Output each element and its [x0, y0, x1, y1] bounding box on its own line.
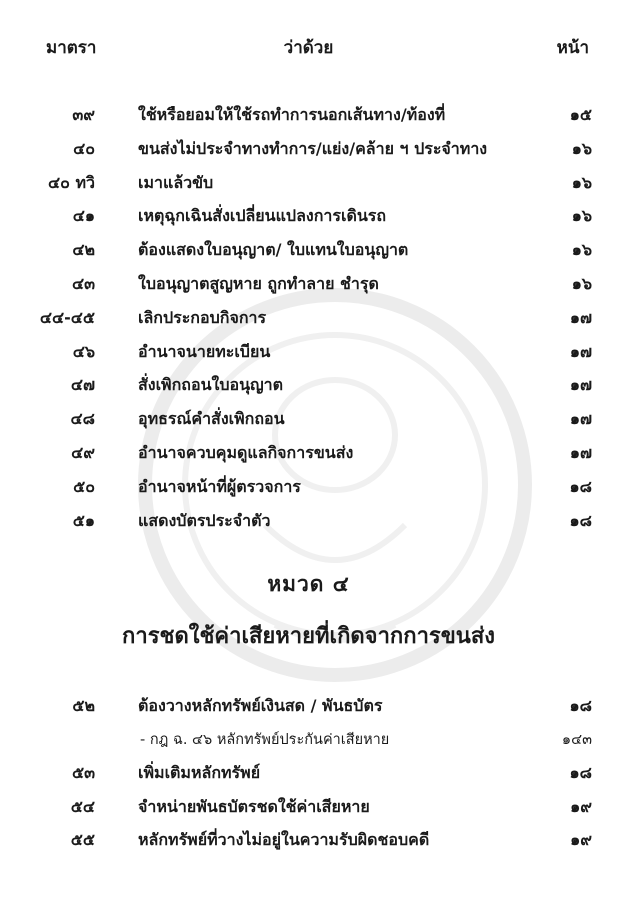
header-subject: ว่าด้วย: [283, 38, 334, 58]
toc-row: [0, 404, 617, 434]
section-title: แสดงบัตรประจำตัว: [138, 510, 271, 530]
section-number: ๔๐: [73, 138, 95, 158]
section-title: ต้องวางหลักทรัพย์เงินสด / พันธบัตร: [138, 696, 383, 715]
section-title: เพิ่มเติมหลักทรัพย์: [138, 763, 261, 782]
section-title: - กฎ ฉ. ๔๖ หลักทรัพย์ประกันค่าเสียหาย: [140, 731, 390, 748]
section-number: ๕๔: [70, 796, 95, 816]
toc-row: [0, 337, 617, 367]
section-number: ๔๔-๔๕: [39, 307, 95, 327]
section-number: ๕๒: [72, 696, 95, 715]
header-section: มาตรา: [46, 38, 97, 58]
page-number: ๑๙: [570, 830, 592, 849]
page-number: ๑๙: [570, 796, 592, 816]
section-number: ๕๕: [70, 830, 95, 849]
page-number: ๑๗: [569, 307, 592, 327]
section-number: ๓๙: [72, 105, 95, 124]
toc-row: [0, 691, 617, 721]
section-title: เลิกประกอบกิจการ: [138, 307, 267, 327]
section-title: หลักทรัพย์ที่วางไม่อยู่ในความรับผิดชอบคดี: [138, 830, 430, 849]
section-title: อำนาจนายทะเบียน: [138, 341, 271, 361]
section-title: ขนส่งไม่ประจำทางทำการ/แย่ง/คล้าย ฯ ประจำทาง: [138, 138, 488, 158]
page-number: ๑๗: [569, 341, 592, 361]
toc-row: [0, 269, 617, 299]
section-number: ๕๑: [72, 510, 95, 530]
page-number: ๑๕: [569, 105, 592, 124]
page-number: ๑๗: [569, 443, 592, 462]
section-title: เมาแล้วขับ: [138, 172, 214, 192]
section-number: ๔๒: [72, 240, 95, 260]
toc-row: [0, 201, 617, 231]
section-number: ๕๓: [71, 763, 95, 782]
toc-row: [0, 506, 617, 536]
toc-row: [0, 792, 617, 822]
page-number: ๑๗: [569, 375, 592, 395]
section-title: เหตุฉุกเฉินสั่งเปลี่ยนแปลงการเดินรถ: [138, 206, 387, 226]
chapter-subtitle: การชดใช้ค่าเสียหายที่เกิดจากการขนส่ง: [122, 624, 495, 649]
chapter-title: หมวด ๔: [267, 572, 350, 596]
section-title: ต้องแสดงใบอนุญาต/ ใบแทนใบอนุญาต: [138, 240, 409, 260]
toc-row: [0, 758, 617, 788]
toc-row: [0, 303, 617, 333]
toc-row: [0, 725, 617, 755]
toc-row: [0, 100, 617, 130]
page-number: ๑๘: [569, 510, 592, 530]
page-number: ๑๖: [571, 240, 592, 260]
header-page: หน้า: [556, 38, 589, 58]
page-number: ๑๘: [569, 696, 592, 715]
section-number: ๔๗: [70, 375, 95, 395]
toc-row: [0, 235, 617, 265]
section-number: ๔๓: [71, 274, 95, 293]
section-number: ๔๐ ทวิ: [48, 172, 95, 192]
section-title: จำหน่ายพันธบัตรชดใช้ค่าเสียหาย: [138, 796, 370, 816]
section-number: ๔๙: [71, 443, 95, 462]
section-title: อุทธรณ์คำสั่งเพิกถอน: [138, 409, 285, 429]
toc-row: [0, 168, 617, 198]
page-number: ๑๘: [569, 476, 592, 496]
page-number: ๑๖: [571, 138, 592, 158]
page-number: ๑๖: [571, 172, 592, 192]
section-number: ๔๑: [72, 206, 95, 226]
page-number: ๑๖: [571, 206, 592, 226]
toc-row: [0, 825, 617, 855]
toc-row: [0, 370, 617, 400]
section-number: ๔๖: [72, 341, 95, 361]
page-number: ๑๖: [571, 274, 592, 293]
section-number: ๔๘: [70, 409, 95, 429]
toc-row: [0, 134, 617, 164]
section-title: ใบอนุญาตสูญหาย ถูกทำลาย ชำรุด: [138, 274, 379, 293]
page-number: ๑๘: [569, 763, 592, 782]
section-title: อำนาจควบคุมดูแลกิจการขนส่ง: [138, 443, 354, 462]
section-title: ใช้หรือยอมให้ใช้รถทำการนอกเส้นทาง/ท้องที่: [138, 105, 446, 124]
page-number: ๑๗: [569, 409, 592, 429]
page-number: ๑๔๓: [561, 731, 592, 748]
section-title: สั่งเพิกถอนใบอนุญาต: [138, 375, 284, 395]
section-title: อำนาจหน้าที่ผู้ตรวจการ: [138, 476, 301, 496]
toc-row: [0, 438, 617, 468]
toc-row: [0, 472, 617, 502]
section-number: ๕๐: [73, 476, 95, 496]
